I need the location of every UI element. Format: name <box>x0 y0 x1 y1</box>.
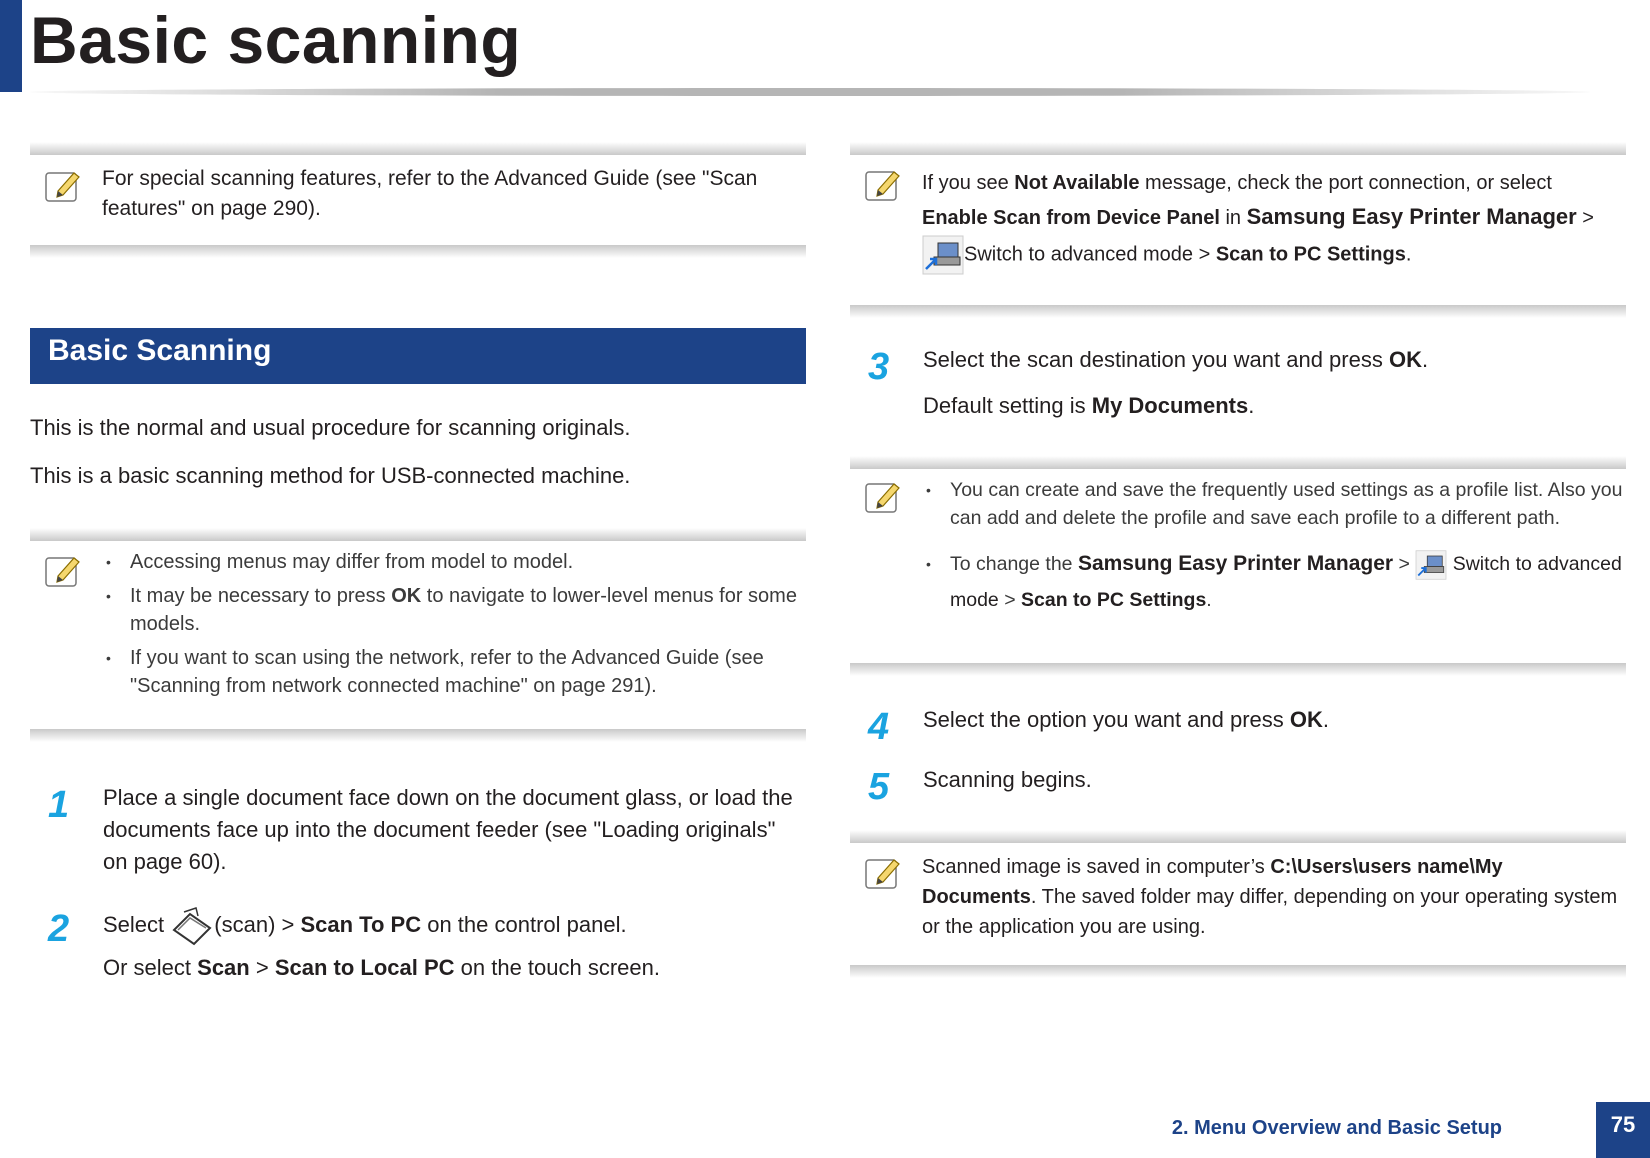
note-text-part: Switch to advanced mode <box>964 243 1194 266</box>
note-not-available <box>850 142 1626 318</box>
scan-to-pc-label: Scan To PC <box>300 911 422 937</box>
note-text-part: . The saved folder may differ, depending on your operating system or the application you are using. <box>922 886 1618 938</box>
step-number: 1 <box>48 784 70 826</box>
bullet-text: Switch to advanced mode <box>950 553 1622 611</box>
note-text-part: If you see <box>922 172 1015 194</box>
intro-paragraph-1: This is the normal and usual procedure for scanning originals. <box>30 415 631 440</box>
bullet-text: It may be necessary to press <box>130 585 392 607</box>
note-bar-bottom <box>30 245 806 258</box>
note-special-text: For special scanning features, refer to the Advanced Guide (see "Scan features" on page 290). <box>102 167 758 220</box>
note-bar-top <box>30 528 806 541</box>
step-text-part: on the control panel. <box>421 911 627 937</box>
bullet-profile-list: • You can create and save the frequently used settings as a profile list. Also you can add and delete the profile and save each profile to a different path. <box>922 476 1626 532</box>
step-text-part: . <box>1322 707 1330 732</box>
bullet-text: To change the <box>950 553 1078 575</box>
note-text-part: > <box>1576 207 1594 229</box>
title-divider <box>30 88 1590 96</box>
scan-icon <box>170 906 214 946</box>
section-heading: Basic Scanning <box>30 328 806 384</box>
step-5-text: Scanning begins. <box>923 767 1092 792</box>
step-number: 5 <box>868 766 890 808</box>
scan-to-local-pc-label: Scan to Local PC <box>274 955 455 980</box>
note-text-part: Scanned image is saved in computer’s <box>922 856 1271 878</box>
step-text-part: > <box>249 955 275 980</box>
step-text-part: Or select <box>103 955 198 980</box>
bullet-text: to navigate to lower-level menus for some models. <box>130 585 797 635</box>
note-bar-bottom <box>850 663 1626 676</box>
note-bar-top <box>850 830 1626 843</box>
step-text-part: Select the scan destination you want and press <box>923 347 1389 372</box>
step-number: 3 <box>868 346 890 388</box>
note-bar-bottom <box>850 305 1626 318</box>
note-bar-top <box>850 456 1626 469</box>
advanced-mode-icon <box>922 235 964 275</box>
bullet-text: . <box>1206 589 1212 611</box>
save-path-label: C:\Users\users name\My Documents <box>922 856 1503 908</box>
step-4-text <box>923 704 1623 736</box>
step-2-alt-text <box>103 952 803 984</box>
note-pencil-icon <box>44 552 82 590</box>
bullet-press-ok <box>102 582 802 638</box>
printer-manager-label: Samsung Easy Printer Manager <box>1077 552 1394 575</box>
step-number: 4 <box>868 706 890 748</box>
scan-to-pc-settings-label: Scan to PC Settings <box>1215 243 1406 266</box>
note-text-part: message, check the port connection, or select <box>1139 172 1552 194</box>
footer-section-title: 2. Menu Overview and Basic Setup <box>1171 1117 1502 1139</box>
step-text-part: (scan) > <box>214 911 301 937</box>
bullet-menus-differ: • Accessing menus may differ from model to model. <box>102 548 802 576</box>
note-profiles <box>850 456 1626 676</box>
step-3-sub-text <box>923 390 1623 422</box>
note-pencil-icon <box>864 166 902 204</box>
step-text-part: Select <box>103 911 171 937</box>
note-text-part: > <box>1193 243 1216 266</box>
printer-manager-label: Samsung Easy Printer Manager <box>1246 204 1577 229</box>
step-1-text: Place a single document face down on the document glass, or load the documents face up into the document feeder (see "Loading originals" on page 60). <box>103 785 793 874</box>
bullet-text: > <box>1393 553 1416 575</box>
note-text-part: . <box>1405 243 1412 266</box>
step-text-part: . <box>1421 347 1429 372</box>
bullet-change-settings <box>922 546 1626 618</box>
step-text-part: Default setting is <box>923 393 1092 418</box>
step-number: 2 <box>48 908 70 950</box>
step-text-part: on the touch screen. <box>454 955 660 980</box>
ok-label: OK <box>1289 707 1323 732</box>
step-2-text <box>103 906 803 946</box>
step-text-part: . <box>1248 393 1255 418</box>
note-pencil-icon <box>864 854 902 892</box>
note-pencil-icon <box>44 167 82 205</box>
scan-label: Scan <box>197 955 250 980</box>
not-available-label: Not Available <box>1014 172 1140 194</box>
note-bar-top <box>850 142 1626 155</box>
bullet-text: > <box>998 589 1022 611</box>
my-documents-label: My Documents <box>1091 393 1249 418</box>
note-bar-top <box>30 142 806 155</box>
ok-label: OK <box>391 585 422 607</box>
note-saved-location <box>850 830 1626 978</box>
advanced-mode-icon <box>1415 550 1447 580</box>
enable-scan-label: Enable Scan from Device Panel <box>922 207 1220 229</box>
note-bar-bottom <box>30 729 806 742</box>
intro-paragraph-2: This is a basic scanning method for USB-connected machine. <box>30 463 631 488</box>
ok-label: OK <box>1388 347 1422 372</box>
title-accent-bar <box>0 0 22 92</box>
note-special-features <box>30 142 806 258</box>
note-pencil-icon <box>864 478 902 516</box>
page-title: Basic scanning <box>30 3 522 77</box>
page-number: 75 <box>1596 1102 1650 1158</box>
note-menus <box>30 528 806 742</box>
note-bar-bottom <box>850 965 1626 978</box>
bullet-network-scan: • If you want to scan using the network, refer to the Advanced Guide (see "Scanning from network connected machine" on page 291). <box>102 644 802 700</box>
scan-to-pc-settings-label: Scan to PC Settings <box>1021 589 1207 611</box>
step-3-text <box>923 344 1623 376</box>
note-text-part: in <box>1219 207 1247 229</box>
step-text-part: Select the option you want and press <box>923 707 1290 732</box>
